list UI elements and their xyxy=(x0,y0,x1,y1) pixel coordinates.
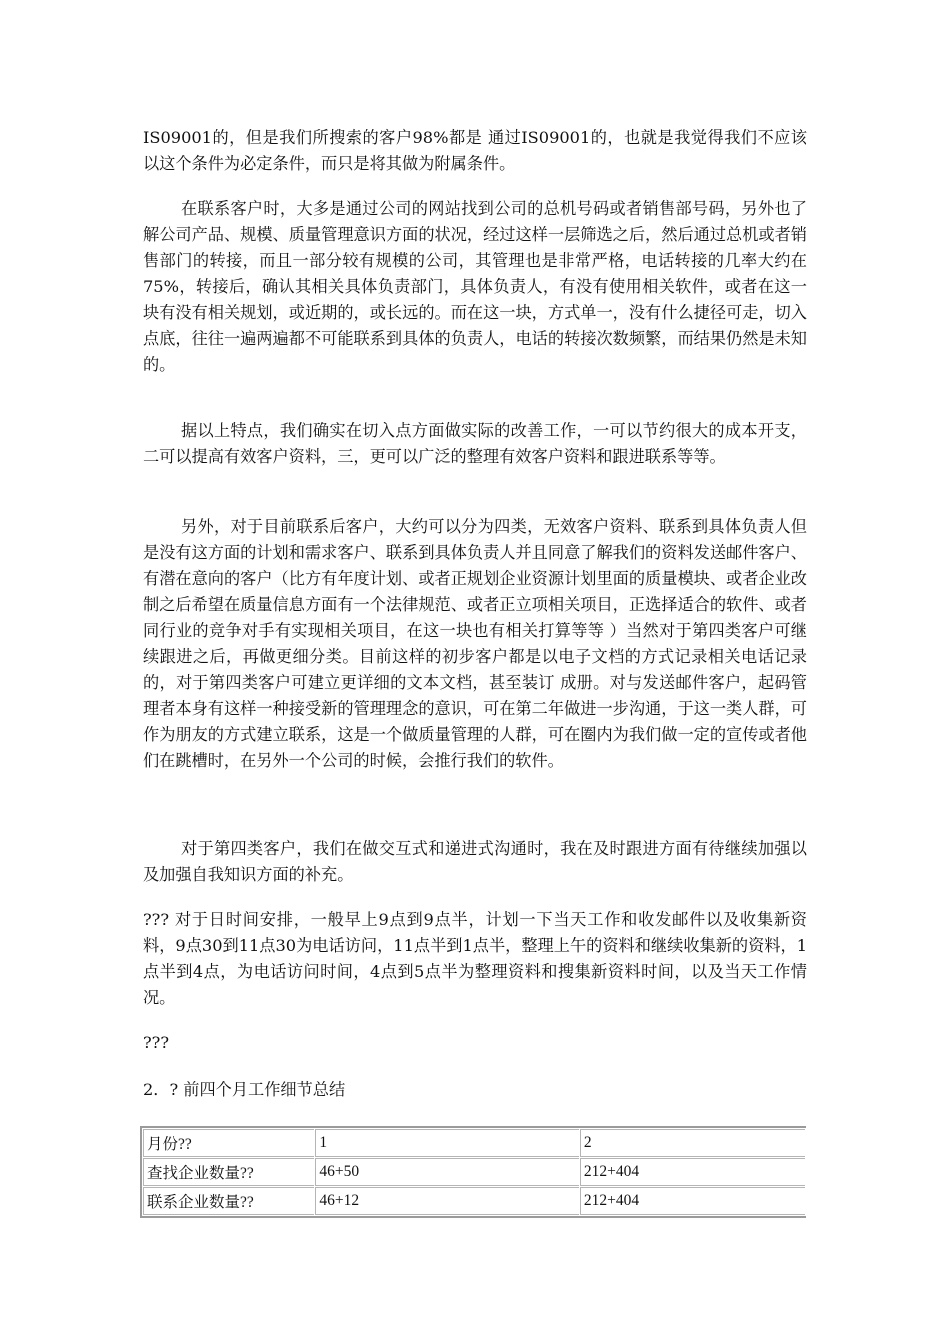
table-row xyxy=(143,1158,805,1186)
table-cell: 月份?? xyxy=(143,1129,314,1157)
paragraph-customer-categories: 另外，对于目前联系后客户，大约可以分为四类，无效客户资料、联系到具体负责人但是没有这方面的计划和需求客户、联系到具体负责人并且同意了解我们的资料发送邮件客户、有潜在意向的客户（比方有年度计划、或者正规划企业资源计划里面的质量模块、或者企业改制之后希望在质量信息方面有一个法律规范、或者正立项相关项目，正选择适合的软件、或者同行业的竞争对手有实现相关项目，在这一块也有相关打算等等 ）当然对于第四类客户可继续跟进之后，再做更细分类。目前这样的初步客户都是以电子文档的方式记录相关电话记录的，对于第四类客户可建立更详细的文本文档，甚至装订 成册。对与发送邮件客户，起码管理者本身有这样一种接受新的管理理念的意识，可在第二年做进一步沟通，于这一类人群，可作为朋友的方式建立联系，这是一个做质量管理的人群，可在圈内为我们做一定的宣传或者他们在跳槽时，在另外一个公司的时候，会推行我们的软件。 xyxy=(143,517,807,770)
work-summary-table xyxy=(140,1126,806,1218)
table-cell: 联系企业数量?? xyxy=(143,1187,314,1215)
table-cell: 46+50 xyxy=(315,1158,579,1186)
section-heading: 2．? 前四个月工作细节总结 xyxy=(143,1080,346,1099)
table-cell: 查找企业数量?? xyxy=(143,1158,314,1186)
paragraph-placeholder: ??? xyxy=(143,1033,170,1052)
paragraph-daily-schedule: ??? 对于日时间安排，一般早上9点到9点半，计划一下当天工作和收发邮件以及收集新资料，9点30到11点30为电话访问，11点半到1点半，整理上午的资料和继续收集新的资料，1点半到4点，为电话访问时间，4点到5点半为整理资料和搜集新资料时间，以及当天工作情况。 xyxy=(143,910,807,1007)
paragraph-fourth-category: 对于第四类客户，我们在做交互式和递进式沟通时，我在及时跟进方面有待继续加强以及加强自我知识方面的补充。 xyxy=(143,839,807,884)
paragraph-improvement: 据以上特点，我们确实在切入点方面做实际的改善工作，一可以节约很大的成本开支，二可以提高有效客户资料，三，更可以广泛的整理有效客户资料和跟进联系等等。 xyxy=(143,421,807,466)
table-cell: 2 xyxy=(580,1129,805,1157)
table-cell: 212+404 xyxy=(580,1187,805,1215)
paragraph-iso-condition: IS09001的，但是我们所搜索的客户98%都是 通过IS09001的，也就是我觉得我们不应该以这个条件为必定条件，而只是将其做为附属条件。 xyxy=(143,128,807,173)
table-cell: 46+12 xyxy=(315,1187,579,1215)
table-row xyxy=(143,1187,805,1215)
table-cell: 1 xyxy=(315,1129,579,1157)
paragraph-contact-process: 在联系客户时，大多是通过公司的网站找到公司的总机号码或者销售部号码，另外也了解公司产品、规模、质量管理意识方面的状况，经过这样一层筛选之后，然后通过总机或者销售部门的转接，而且一部分较有规模的公司，其管理也是非常严格，电话转接的几率大约在75%，转接后，确认其相关具体负责部门，具体负责人，有没有使用相关软件，或者在这一块有没有相关规划，或近期的，或长远的。而在这一块，方式单一，没有什么捷径可走，切入点底，往往一遍两遍都不可能联系到具体的负责人，电话的转接次数频繁，而结果仍然是未知的。 xyxy=(143,199,807,374)
table-row xyxy=(143,1129,805,1157)
table-cell: 212+404 xyxy=(580,1158,805,1186)
